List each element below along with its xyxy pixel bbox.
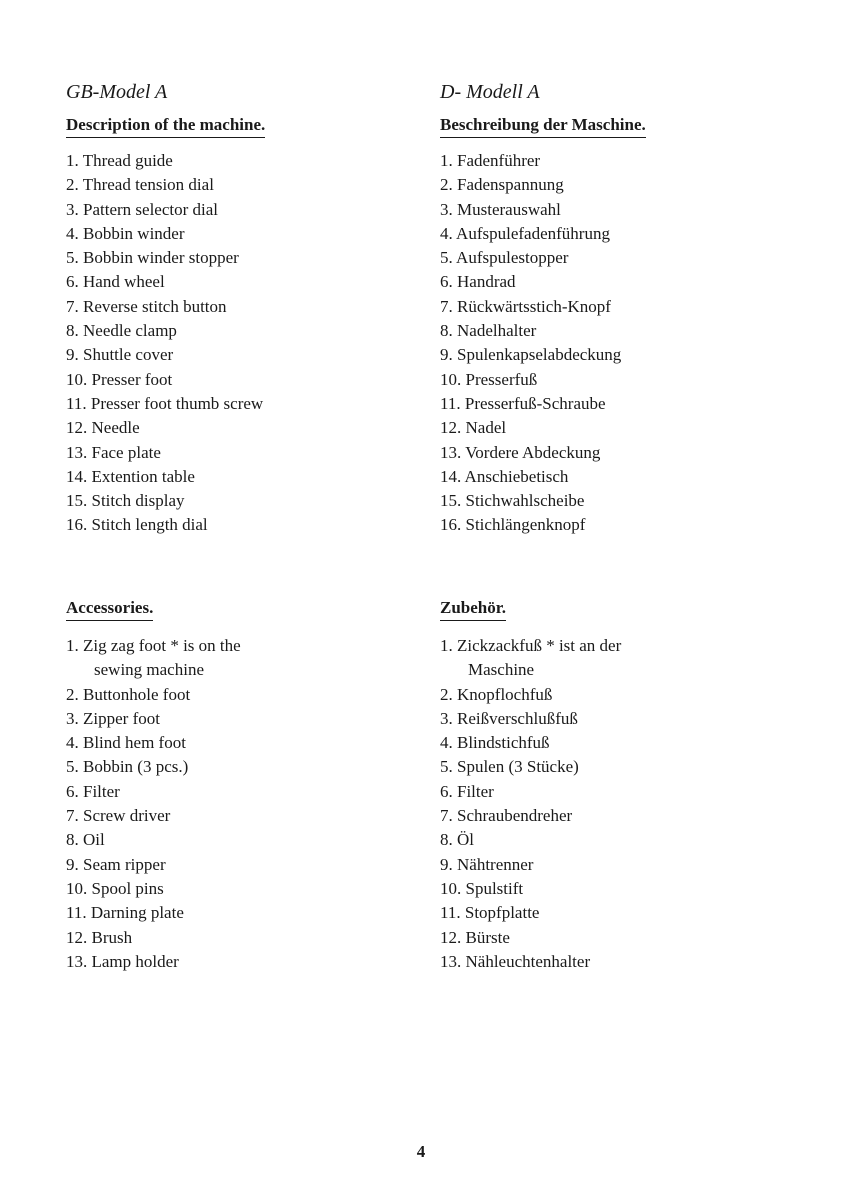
model-title-de: D- Modell A [440, 81, 540, 103]
list-item: 6. Filter [66, 781, 120, 801]
list-item: 11. Presserfuß-Schraube [440, 393, 606, 413]
list-item: 15. Stichwahlscheibe [440, 491, 585, 511]
list-item: 11. Stopfplatte [440, 903, 540, 923]
list-item: 2. Buttonhole foot [66, 684, 191, 704]
list-item: 8. Öl [440, 830, 474, 850]
accessories-heading-en [66, 597, 153, 621]
model-title-en: GB-Model A [66, 81, 168, 103]
list-item-continuation: Maschine [468, 660, 535, 680]
list-item: 10. Presserfuß [440, 369, 538, 389]
list-item: 9. Shuttle cover [66, 345, 174, 365]
list-item: 10. Spool pins [66, 878, 164, 898]
accessories-list-en [66, 634, 241, 974]
list-item: 4. Bobbin winder [66, 223, 185, 243]
list-item: 6. Handrad [440, 272, 516, 292]
description-heading-en [66, 114, 265, 138]
list-item [440, 634, 621, 683]
list-item: 2. Thread tension dial [66, 175, 214, 195]
description-heading-de [440, 114, 646, 138]
description-list-en [66, 149, 263, 538]
list-item: 15. Stitch display [66, 491, 185, 511]
list-item-continuation: sewing machine [94, 660, 204, 680]
list-item: 3. Musterauswahl [440, 199, 561, 219]
list-item: 6. Hand wheel [66, 272, 165, 292]
description-heading-en-text: Description of the machine. [66, 114, 265, 138]
list-item: 3. Pattern selector dial [66, 199, 219, 219]
list-item: 16. Stitch length dial [66, 515, 208, 535]
accessories-heading-de-text: Zubehör. [440, 597, 506, 621]
list-item: 12. Brush [66, 927, 133, 947]
list-item: 11. Presser foot thumb screw [66, 393, 264, 413]
list-item: 10. Presser foot [66, 369, 173, 389]
page-number: 4 [416, 1142, 426, 1161]
list-item: 9. Seam ripper [66, 854, 166, 874]
list-item: 3. Zipper foot [66, 708, 160, 728]
list-item: 12. Nadel [440, 418, 507, 438]
list-item: 12. Needle [66, 418, 140, 438]
list-item: 1. Thread guide [66, 151, 173, 170]
accessories-heading-de [440, 597, 506, 621]
list-item: 16. Stichlängenknopf [440, 515, 586, 535]
list-item: 5. Aufspulestopper [440, 248, 569, 268]
accessories-list-de [440, 634, 621, 974]
list-item: 13. Lamp holder [66, 951, 179, 971]
list-item: 1. Fadenführer [440, 151, 541, 170]
list-item: 8. Oil [66, 830, 105, 850]
description-heading-de-text: Beschreibung der Maschine. [440, 114, 646, 138]
list-item: 14. Extention table [66, 466, 195, 486]
list-item: 7. Rückwärtsstich-Knopf [440, 296, 611, 316]
list-item: 6. Filter [440, 781, 494, 801]
list-item: 13. Nähleuchtenhalter [440, 951, 591, 971]
list-item: 8. Nadelhalter [440, 321, 537, 341]
accessories-heading-en-text: Accessories. [66, 597, 153, 621]
list-item: 4. Blind hem foot [66, 733, 186, 753]
list-item: 4. Aufspulefadenführung [440, 223, 610, 243]
list-item: 7. Screw driver [66, 806, 171, 826]
list-item-text: 1. Zickzackfuß * ist an der [440, 636, 622, 655]
list-item: 7. Reverse stitch button [66, 296, 227, 316]
list-item [66, 634, 241, 683]
list-item: 2. Knopflochfuß [440, 684, 553, 704]
list-item: 3. Reißverschlußfuß [440, 708, 578, 728]
list-item: 10. Spulstift [440, 878, 524, 898]
list-item: 9. Nähtrenner [440, 854, 534, 874]
list-item: 13. Face plate [66, 442, 161, 462]
list-item: 5. Bobbin (3 pcs.) [66, 757, 189, 777]
list-item: 13. Vordere Abdeckung [440, 442, 601, 462]
description-list-de [440, 149, 621, 538]
list-item: 2. Fadenspannung [440, 175, 564, 195]
list-item: 7. Schraubendreher [440, 806, 573, 826]
list-item: 12. Bürste [440, 927, 510, 947]
list-item: 14. Anschiebetisch [440, 466, 569, 486]
list-item: 9. Spulenkapselabdeckung [440, 345, 622, 365]
list-item: 5. Bobbin winder stopper [66, 248, 239, 268]
list-item: 4. Blindstichfuß [440, 733, 550, 753]
list-item-text: 1. Zig zag foot * is on the [66, 636, 241, 655]
list-item: 8. Needle clamp [66, 321, 177, 341]
list-item: 5. Spulen (3 Stücke) [440, 757, 579, 777]
list-item: 11. Darning plate [66, 903, 184, 923]
